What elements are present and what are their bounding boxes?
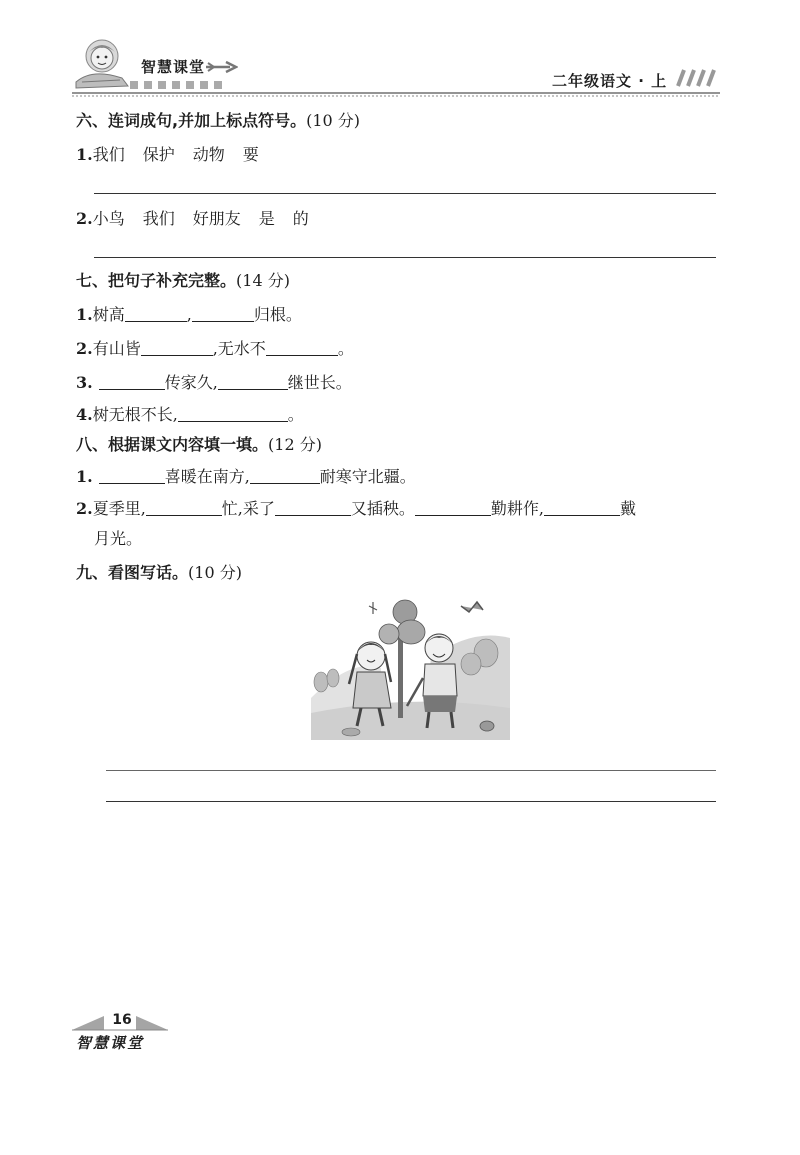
fill-blank[interactable] [218,373,288,390]
fill-blank[interactable] [99,467,165,484]
fill-blank[interactable] [192,305,254,322]
section-6-item-1: 1.我们 保护 动物 要 [76,145,259,164]
fill-blank[interactable] [250,467,320,484]
fill-blank[interactable] [178,405,288,422]
section-7-item-4: 4.树无根不长, 。 [76,405,304,424]
header-square-dots [130,80,250,90]
fill-blank[interactable] [275,499,351,516]
section-7-title: 七、把句子补充完整。(14 分) [76,271,290,290]
footer-brand: 智慧课堂 [76,1034,145,1052]
section-6-title: 六、连词成句,并加上标点符号。(10 分) [76,111,361,130]
section-8-title: 八、根据课文内容填一填。(12 分) [76,435,322,454]
fill-blank[interactable] [544,499,620,516]
arrow-icon [204,60,238,74]
section-8-item-2: 2.夏季里, 忙,采了 又插秧。 勤耕作, 戴 [76,499,637,518]
section-7-item-1: 1.树高 , 归根。 [76,305,302,324]
section-7-item-3: 3. 传家久, 继世长。 [76,373,352,392]
slash-stripes-icon [672,68,718,88]
section-6-item-2: 2.小鸟 我们 好朋友 是 的 [76,209,309,228]
fill-blank[interactable] [125,305,187,322]
section-8-item-1: 1. 喜暖在南方, 耐寒守北疆。 [76,467,416,486]
page-number: 16 [112,1012,132,1028]
fill-blank[interactable] [99,373,165,390]
section-9-title: 九、看图写话。(10 分) [76,563,242,582]
tree-planting-illustration [311,598,510,740]
section-7-item-2: 2.有山皆 ,无水不 。 [76,339,354,358]
header-subject: 二年级语文 · 上 [552,72,668,90]
fill-blank[interactable] [415,499,491,516]
section-8-item-2-cont: 月光。 [94,529,143,548]
answer-line[interactable] [94,193,716,194]
girl-mascot-icon [72,38,130,90]
writing-line[interactable] [106,770,716,771]
header-rule [72,92,720,97]
header-brand: 智慧课堂 [141,58,206,76]
writing-line[interactable] [106,801,716,802]
fill-blank[interactable] [266,339,338,356]
fill-blank[interactable] [141,339,213,356]
answer-line[interactable] [94,257,716,258]
fill-blank[interactable] [146,499,222,516]
